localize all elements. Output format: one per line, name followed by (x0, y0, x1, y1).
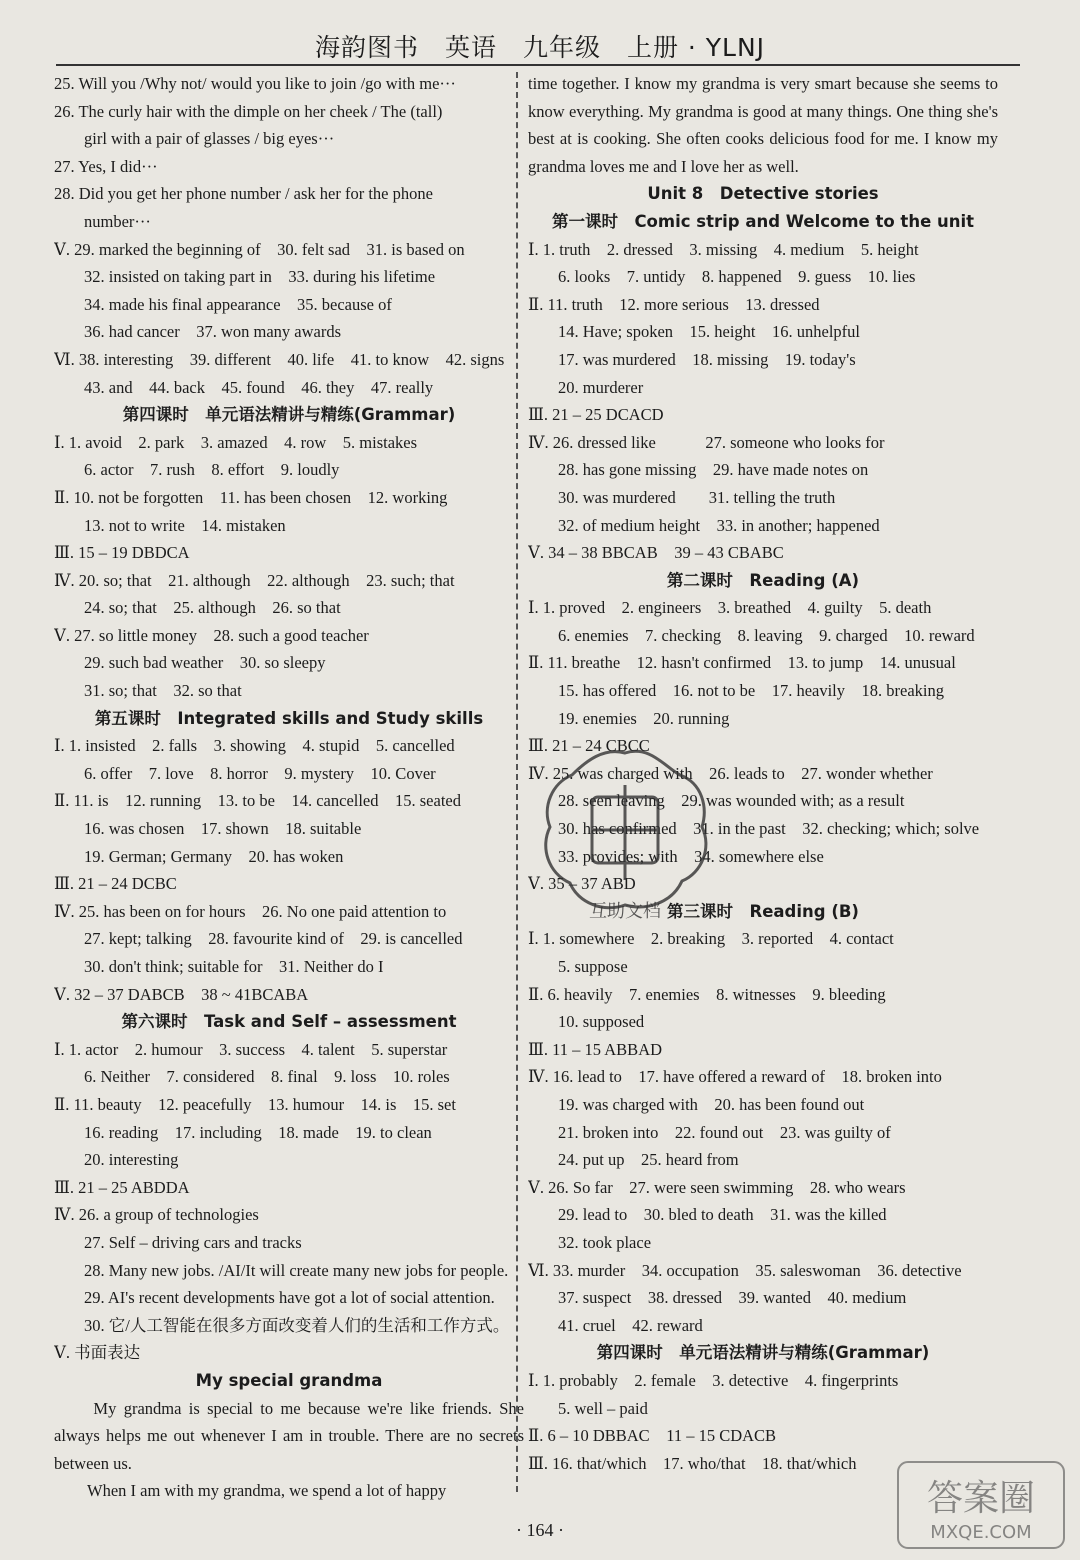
answer-line: 6. Neither 7. considered 8. final 9. loss 10. roles (84, 1067, 450, 1087)
answer-line: 19. German; Germany 20. has woken (84, 846, 344, 866)
answer-line: Ⅰ. 1. somewhere 2. breaking 3. reported 4. contact (528, 929, 894, 949)
answer-line: 30. was murdered 31. telling the truth (558, 487, 836, 507)
answer-line: Ⅱ. 11. beauty 12. peacefully 13. humour 14. is 15. set (54, 1094, 456, 1114)
answer-line: Ⅲ. 21 – 25 ABDDA (54, 1177, 190, 1197)
section-heading: My special grandma (195, 1370, 383, 1390)
answer-line: 15. has offered 16. not to be 17. heavily 18. breaking (558, 681, 944, 701)
column-divider (516, 72, 518, 1492)
answer-line: Ⅴ. 书面表达 (54, 1343, 141, 1363)
answer-line: Ⅳ. 25. has been on for hours 26. No one paid attention to (54, 901, 447, 921)
answer-line: 28. Did you get her phone number / ask her for the phone (54, 184, 433, 204)
answer-line: 41. cruel 42. reward (558, 1315, 703, 1335)
svg-text:MXQE.COM: MXQE.COM (930, 1522, 1032, 1543)
answer-line: Ⅴ. 35 – 37 ABD (528, 874, 636, 894)
right-column (528, 70, 998, 1477)
answer-line: Ⅳ. 16. lead to 17. have offered a reward of 18. broken into (528, 1067, 942, 1087)
essay-paragraph: When I am with my grandma, we spend a lot of happy (54, 1481, 447, 1501)
answer-line: Ⅱ. 10. not be forgotten 11. has been chosen 12. working (54, 487, 448, 507)
answer-line: 24. put up 25. heard from (558, 1150, 739, 1170)
answer-line: 10. supposed (558, 1012, 645, 1032)
answer-line: 14. Have; spoken 15. height 16. unhelpful (558, 322, 860, 342)
answer-line: Ⅴ. 27. so little money 28. such a good teacher (54, 625, 369, 645)
answer-line: 27. Yes, I did··· (54, 156, 158, 176)
section-heading: 第二课时 Reading (A) (666, 570, 860, 590)
answer-line: 5. well – paid (558, 1398, 648, 1418)
answer-line: 33. provides; with 34. somewhere else (558, 846, 824, 866)
answer-line: Ⅱ. 6. heavily 7. enemies 8. witnesses 9. bleeding (528, 984, 886, 1004)
answer-line: 29. such bad weather 30. so sleepy (84, 653, 326, 673)
answer-line: 32. of medium height 33. in another; happened (558, 515, 880, 535)
answer-line: 29. lead to 30. bled to death 31. was the killed (558, 1205, 887, 1225)
page-number: · 164 · (516, 1520, 564, 1540)
answer-line: 24. so; that 25. although 26. so that (84, 598, 341, 618)
answer-line: Ⅰ. 1. actor 2. humour 3. success 4. talent 5. superstar (54, 1039, 448, 1059)
answer-line: Ⅳ. 26. dressed like 27. someone who looks for (528, 432, 885, 452)
answer-line: Ⅵ. 33. murder 34. occupation 35. saleswoman 36. detective (528, 1260, 962, 1280)
answer-line: 30. 它/人工智能在很多方面改变着人们的生活和工作方式。 (84, 1315, 510, 1335)
answer-line: 30. has confirmed 31. in the past 32. checking; which; solve (558, 819, 980, 839)
answer-line: Ⅰ. 1. proved 2. engineers 3. breathed 4. guilty 5. death (528, 598, 932, 618)
answer-line: 34. made his final appearance 35. because of (84, 294, 392, 314)
answer-line: 16. reading 17. including 18. made 19. to clean (84, 1122, 432, 1142)
answer-line: 28. seen leaving 29. was wounded with; as a result (558, 791, 905, 811)
svg-text:互助文档: 互助文档 (589, 901, 661, 922)
page-header: 海韵图书 英语 九年级 上册 · YLNJ (314, 33, 766, 62)
answer-line: Ⅱ. 11. is 12. running 13. to be 14. cancelled 15. seated (54, 791, 461, 811)
answer-line: Ⅵ. 38. interesting 39. different 40. life 41. to know 42. signs (54, 349, 505, 369)
answer-line: Ⅴ. 32 – 37 DABCB 38 ~ 41BCABA (54, 984, 309, 1004)
answer-line: 16. was chosen 17. shown 18. suitable (84, 819, 362, 839)
answer-line: 43. and 44. back 45. found 46. they 47. really (84, 377, 434, 397)
answer-line: 27. Self – driving cars and tracks (84, 1232, 302, 1252)
answer-line: 26. The curly hair with the dimple on her cheek / The (tall) (54, 101, 443, 121)
answer-line: 28. Many new jobs. /AI/It will create many new jobs for people. (84, 1260, 509, 1280)
answer-line: 25. Will you /Why not/ would you like to join /go with me··· (54, 74, 456, 93)
essay-paragraph: My grandma is special to me because we're like friends. She always helps me out whenever I am in trouble. There are no secrets between us. (54, 1398, 524, 1473)
answer-line: Ⅲ. 15 – 19 DBDCA (54, 543, 190, 563)
answer-line: Ⅲ. 11 – 15 ABBAD (528, 1039, 663, 1059)
section-heading: 第一课时 Comic strip and Welcome to the unit (551, 211, 975, 231)
answer-line: 6. actor 7. rush 8. effort 9. loudly (84, 460, 340, 480)
section-heading: 第四课时 单元语法精讲与精练(Grammar) (122, 405, 456, 425)
answer-line: 20. interesting (84, 1150, 179, 1170)
answer-line: 6. offer 7. love 8. horror 9. mystery 10. Cover (84, 763, 436, 783)
answer-line: 37. suspect 38. dressed 39. wanted 40. medium (558, 1288, 907, 1308)
answer-line: Ⅳ. 25. was charged with 26. leads to 27. wonder whether (528, 763, 933, 783)
answer-line: 19. was charged with 20. has been found out (558, 1094, 865, 1114)
answer-line: Ⅴ. 34 – 38 BBCAB 39 – 43 CBABC (528, 543, 784, 563)
answer-line: 5. suppose (558, 957, 628, 976)
answer-line: Ⅱ. 11. truth 12. more serious 13. dressed (528, 294, 820, 314)
section-heading: 第四课时 单元语法精讲与精练(Grammar) (596, 1343, 930, 1363)
answer-line: Ⅰ. 1. insisted 2. falls 3. showing 4. stupid 5. cancelled (54, 736, 455, 756)
section-heading: 第五课时 Integrated skills and Study skills (94, 708, 484, 728)
answer-line: 28. has gone missing 29. have made notes on (558, 460, 869, 480)
answer-line: 20. murderer (558, 377, 644, 397)
answer-line: Ⅰ. 1. truth 2. dressed 3. missing 4. medium 5. height (528, 239, 919, 259)
answer-line: Ⅱ. 6 – 10 DBBAC 11 – 15 CDACB (528, 1426, 777, 1446)
answer-line: 32. insisted on taking part in 33. during his lifetime (84, 267, 436, 287)
answer-line: 13. not to write 14. mistaken (84, 515, 286, 535)
section-heading: 第六课时 Task and Self – assessment (121, 1012, 457, 1032)
section-heading: Unit 8 Detective stories (647, 184, 879, 204)
answer-line: 31. so; that 32. so that (84, 681, 242, 701)
answer-line: 29. AI's recent developments have got a lot of social attention. (84, 1288, 495, 1308)
answer-line: Ⅲ. 21 – 25 DCACD (528, 405, 664, 425)
answer-line: Ⅴ. 29. marked the beginning of 30. felt sad 31. is based on (54, 239, 465, 259)
answer-line: Ⅱ. 11. breathe 12. hasn't confirmed 13. to jump 14. unusual (528, 653, 956, 673)
section-heading: 第三课时 Reading (B) (667, 901, 859, 921)
answer-line: Ⅰ. 1. avoid 2. park 3. amazed 4. row 5. mistakes (54, 432, 418, 452)
answer-line: 6. looks 7. untidy 8. happened 9. guess 10. lies (558, 267, 916, 287)
answer-line: Ⅴ. 26. So far 27. were seen swimming 28. who wears (528, 1177, 906, 1197)
answer-line: Ⅲ. 21 – 24 DCBC (54, 874, 177, 894)
answer-line: 27. kept; talking 28. favourite kind of 29. is cancelled (84, 929, 463, 949)
answer-line: 19. enemies 20. running (558, 708, 730, 728)
answer-line: number··· (84, 211, 151, 231)
answer-line: 21. broken into 22. found out 23. was guilty of (558, 1122, 891, 1142)
answer-line: 6. enemies 7. checking 8. leaving 9. charged 10. reward (558, 625, 975, 645)
answer-line: 36. had cancer 37. won many awards (84, 322, 342, 342)
svg-text:答案圈: 答案圈 (926, 1478, 1036, 1519)
left-column (54, 70, 524, 1505)
answer-line: 32. took place (558, 1232, 652, 1252)
answer-line: Ⅳ. 26. a group of technologies (54, 1205, 259, 1225)
answer-line: Ⅲ. 21 – 24 CBCC (528, 736, 650, 756)
essay-paragraph: time together. I know my grandma is very smart because she seems to know everything. My grandma is good at many things. One thing she's best at is cooking. She often cooks delicious food for me. I know my grandma loves me and I love her as well. (528, 74, 998, 176)
answer-line: Ⅲ. 16. that/which 17. who/that 18. that/which (528, 1453, 857, 1473)
answer-line: 17. was murdered 18. missing 19. today's (558, 349, 856, 369)
answer-line: girl with a pair of glasses / big eyes··· (84, 129, 335, 149)
answer-line: Ⅳ. 20. so; that 21. although 22. although 23. such; that (54, 570, 455, 590)
header-rule (56, 64, 1020, 66)
answer-line: 30. don't think; suitable for 31. Neither do I (84, 957, 384, 976)
answer-line: Ⅰ. 1. probably 2. female 3. detective 4. fingerprints (528, 1370, 899, 1390)
